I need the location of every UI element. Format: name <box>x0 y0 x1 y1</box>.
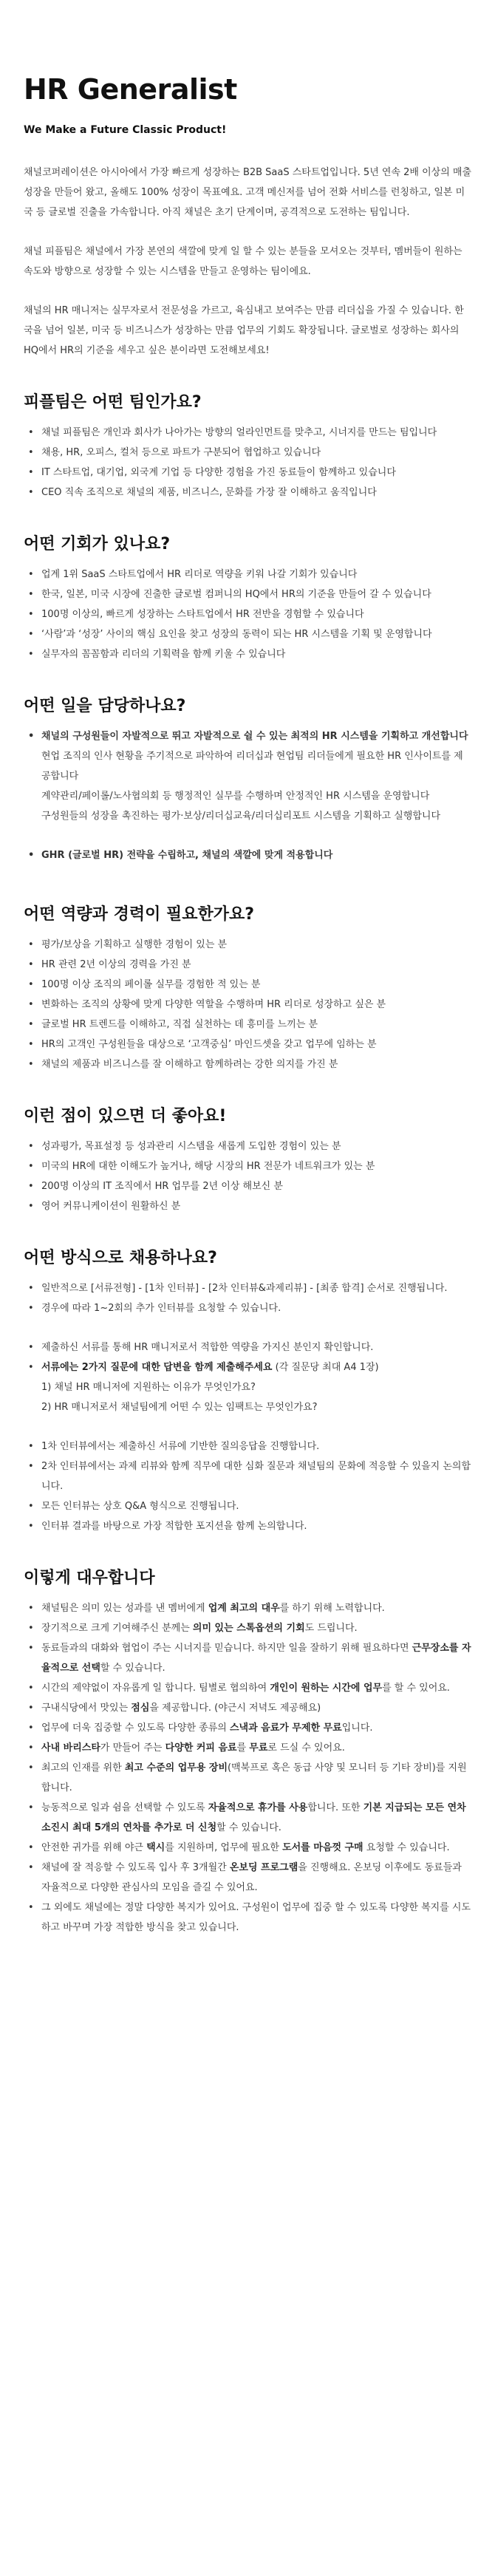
highlight-text: 개인이 원하는 시간에 업무 <box>270 1683 383 1694</box>
heading-process: 어떤 방식으로 채용하나요? <box>24 1249 217 1267</box>
list-item: • 한국, 일본, 미국 시장에 진출한 글로벌 컴퍼니의 HQ에서 HR의 기준을 만들어 갈 수 있습니다 <box>24 585 471 604</box>
body-text: 업무에 더욱 집중할 수 있도록 다양한 종류의 <box>41 1723 230 1734</box>
list-item <box>24 1357 471 1377</box>
highlight-text: 무료 <box>249 1742 268 1754</box>
list-item <box>24 1738 471 1758</box>
list-item <box>24 1898 471 1938</box>
body-text: 능동적으로 일과 쉼을 선택할 수 있도록 <box>41 1802 208 1813</box>
heading-preferred: 이런 점이 있으면 더 좋아요! <box>24 1107 227 1125</box>
role-detail: 계약관리/페이롤/노사협의회 등 행정적인 실무를 수행하며 안정적인 HR 시스템을 운영합니다 <box>41 791 430 802</box>
list-item <box>24 1798 471 1838</box>
list-item: • 인터뷰 결과를 바탕으로 가장 적합한 포지션을 함께 논의합니다. <box>24 1516 471 1536</box>
list-item: • 채널의 제품과 비즈니스를 잘 이해하고 함께하려는 강한 의지를 가진 분 <box>24 1054 471 1074</box>
intro-role: 채널의 HR 매니저는 실무자로서 전문성을 가르고, 육심내고 보여주는 만큼 리더십을 가질 수 있습니다. 한국을 넘어 일본, 미국 등 비즈니스가 성장하는 만큼 업무의 기회도 확장됩니다. 글로벌로 성장하는 회사의 HQ에서 HR의 기준을 세우고 싶은 분이라면 도전해보세요! <box>24 305 464 356</box>
body-text: 를 하기 위해 노력합니다. <box>279 1603 385 1614</box>
intro-company: 채널코퍼레이션은 아시아에서 가장 빠르게 성장하는 B2B SaaS 스타트업입니다. 5년 연속 2배 이상의 매출 성장을 만들어 왔고, 올해도 100% 성장이 목표예요. 고객 메신저를 넘어 전화 서비스를 런칭하고, 일본 미국 등 글로벌 진출을 가속합니다. 아직 채널은 초기 단계이며, 공격적으로 도전하는 팀입니다. <box>24 167 472 218</box>
list-item: • 채널 피플팀은 개인과 회사가 나아가는 방향의 얼라인먼트를 맞추고, 시너지를 만드는 팀입니다 <box>24 423 471 443</box>
body-text: 를 지원하며, 업무에 필요한 <box>165 1842 283 1853</box>
body-text: 채널팀은 의미 있는 성과를 낸 멤버에게 <box>41 1603 208 1614</box>
highlight-text: 사내 바리스타 <box>41 1742 100 1754</box>
list-item: • 채널의 구성원들이 자발적으로 뛰고 자발적으로 쉴 수 있는 최적의 HR 시스템을 기획하고 개선합니다 <box>24 726 471 746</box>
list-item: • 100명 이상의, 빠르게 성장하는 스타트업에서 HR 전반을 경험할 수 있습니다 <box>24 604 471 624</box>
role-detail: 구성원들의 성장을 촉진하는 평가·보상/리더십교육/리더십리포트 시스템을 기획하고 실행합니다 <box>41 811 441 822</box>
heading-requirements: 어떤 역량과 경력이 필요한가요? <box>24 905 255 924</box>
requirements-list <box>24 935 471 1074</box>
heading-team: 피플팀은 어떤 팀인가요? <box>24 393 202 412</box>
list-item: • 미국의 HR에 대한 이해도가 높거나, 해당 시장의 HR 전문가 네트워크가 있는 분 <box>24 1156 471 1176</box>
list-item: • GHR (글로벌 HR) 전략을 수립하고, 채널의 색깔에 맞게 적용합니다 <box>24 845 471 865</box>
list-item <box>24 1598 471 1618</box>
page-title: HR Generalist <box>24 73 237 106</box>
team-list <box>24 423 471 502</box>
list-item: • 평가/보상을 기획하고 실행한 경험이 있는 분 <box>24 935 471 955</box>
list-item: • 채용, HR, 오피스, 컬처 등으로 파트가 구분되어 협업하고 있습니다 <box>24 443 471 463</box>
heading-role: 어떤 일을 담당하나요? <box>24 697 186 715</box>
question-2: 2) HR 매니저로서 채널팀에게 어떤 수 있는 임팩트는 무엇인가요? <box>41 1402 318 1413</box>
body-text: 동료들과의 대화와 협업이 주는 시너지를 믿습니다. 하지만 일을 잘하기 위해 필요하다면 <box>41 1643 412 1654</box>
highlight-text: 다양한 커피 음료 <box>165 1742 237 1754</box>
document-instruction: 서류에는 2가지 질문에 대한 답변을 함께 제출해주세요 <box>41 1362 273 1373</box>
question-1: 1) 채널 HR 매니저에 지원하는 이유가 무엇인가요? <box>41 1382 256 1393</box>
body-text: 를 <box>236 1742 250 1754</box>
heading-benefits: 이렇게 대우합니다 <box>24 1569 155 1587</box>
role-list-2 <box>24 845 471 865</box>
body-text: 입니다. <box>341 1723 373 1734</box>
heading-opportunity: 어떤 기회가 있나요? <box>24 535 171 553</box>
body-text: 요청할 수 있습니다. <box>363 1842 450 1853</box>
list-item: • 200명 이상의 IT 조직에서 HR 업무를 2년 이상 해보신 분 <box>24 1176 471 1196</box>
list-item: • 실무자의 꼼꼼함과 리더의 기획력을 함께 키울 수 있습니다 <box>24 644 471 664</box>
list-item: • 1차 인터뷰에서는 제출하신 서류에 기반한 질의응답을 진행합니다. <box>24 1437 471 1456</box>
list-item: • 모든 인터뷰는 상호 Q&A 형식으로 진행됩니다. <box>24 1496 471 1516</box>
list-item <box>24 1718 471 1738</box>
list-item: • HR의 고객인 구성원들을 대상으로 ‘고객중심’ 마인드셋을 갖고 업무에 임하는 분 <box>24 1035 471 1054</box>
highlight-text: 기본 지급되는 모든 연차 소진시 최대 5개의 연차를 추가로 더 신청 <box>41 1802 466 1833</box>
body-text: 할 수 있습니다. <box>216 1822 281 1833</box>
list-item: • 100명 이상 조직의 페이롤 실무를 경험한 적 있는 분 <box>24 975 471 995</box>
highlight-text: 의미 있는 스톡옵션의 기회 <box>192 1623 305 1634</box>
list-item <box>24 1758 471 1798</box>
list-item <box>24 1698 471 1718</box>
list-item: • 일반적으로 [서류전형] - [1차 인터뷰] - [2차 인터뷰&과제리뷰] - [최종 합격] 순서로 진행됩니다. <box>24 1278 471 1298</box>
body-text: 구내식당에서 맛있는 <box>41 1703 132 1714</box>
list-item: • 업계 1위 SaaS 스타트업에서 HR 리더로 역량을 키워 나갈 기회가 있습니다 <box>24 565 471 585</box>
body-text: 최고의 인재를 위한 <box>41 1762 125 1773</box>
body-text: 을 제공합니다. (야근시 저녁도 제공해요) <box>149 1703 321 1714</box>
body-text: 을 진행해요. 온보딩 이후에도 동료들과 자율적으로 다양한 관심사의 모임을 즐길 수 있어요. <box>41 1862 462 1893</box>
body-text: (맥북프로 혹은 동급 사양 및 모니터 등 기타 장비)를 지원합니다. <box>41 1762 467 1793</box>
body-text: 를 할 수 있어요. <box>382 1683 450 1694</box>
list-item: • 변화하는 조직의 상황에 맞게 다양한 역할을 수행하며 HR 리더로 성장하고 싶은 분 <box>24 995 471 1015</box>
process-list <box>24 1278 471 1318</box>
highlight-text: 자율적으로 휴가를 사용 <box>208 1802 308 1813</box>
list-item <box>24 1838 471 1858</box>
document-list <box>24 1338 471 1377</box>
body-text: 장기적으로 크게 기여해주신 분께는 <box>41 1623 193 1634</box>
highlight-text: 근무장소를 자율적으로 선택 <box>41 1643 471 1674</box>
tagline: We Make a Future Classic Product! <box>24 124 227 136</box>
preferred-list <box>24 1137 471 1216</box>
list-item: • 경우에 따라 1~2회의 추가 인터뷰를 요청할 수 있습니다. <box>24 1298 471 1318</box>
list-item: • 영어 커뮤니케이션이 원활하신 분 <box>24 1196 471 1216</box>
list-item: • HR 관련 2년 이상의 경력을 가진 분 <box>24 955 471 975</box>
body-text: 합니다. 또한 <box>307 1802 363 1813</box>
intro-team: 채널 피플팀은 채널에서 가장 본연의 색깔에 맞게 일 할 수 있는 분들을 모셔오는 것부터, 멤버들이 원하는 속도와 방향으로 성장할 수 있는 시스템을 만들고 운영하는 팀이에요. <box>24 246 462 277</box>
list-item <box>24 1638 471 1678</box>
list-item: • 2차 인터뷰에서는 과제 리뷰와 함께 직무에 대한 심화 질문과 채널팀의 문화에 적응할 수 있을지 논의합니다. <box>24 1456 471 1496</box>
highlight-text: 최고 수준의 업무용 장비 <box>124 1762 228 1773</box>
highlight-text: 택시 <box>146 1842 165 1853</box>
document-note: (각 질문당 최대 A4 1장) <box>272 1362 379 1373</box>
list-item <box>24 1618 471 1638</box>
list-item: • IT 스타트업, 대기업, 외국계 기업 등 다양한 경험을 가진 동료들이 함께하고 있습니다 <box>24 463 471 483</box>
highlight-text: 온보딩 프로그램 <box>229 1862 298 1873</box>
body-text: 가 만들어 주는 <box>100 1742 165 1754</box>
body-text: 그 외에도 채널에는 정말 다양한 복지가 있어요. 구성원이 업무에 집중 할 수 있도록 다양한 복지를 시도하고 바꾸며 가장 적합한 방식을 찾고 있습니다. <box>41 1902 471 1933</box>
body-text: 할 수 있습니다. <box>100 1663 165 1674</box>
list-item <box>24 1858 471 1898</box>
interview-list <box>24 1437 471 1536</box>
opportunity-list <box>24 565 471 664</box>
highlight-text: 점심 <box>131 1703 150 1714</box>
body-text: 로 드실 수 있어요. <box>267 1742 345 1754</box>
list-item <box>24 1678 471 1698</box>
body-text: 시간의 제약없이 자유롭게 일 합니다. 팀별로 협의하여 <box>41 1683 270 1694</box>
list-item: • 제출하신 서류를 통해 HR 매니저로서 적합한 역량을 가지신 분인지 확인합니다. <box>24 1338 471 1357</box>
role-detail: 현업 조직의 인사 현황을 주기적으로 파악하여 리더십과 현업팀 리더들에게 필요한 HR 인사이트를 제공합니다 <box>41 751 463 782</box>
benefits-list <box>24 1598 471 1938</box>
body-text: 안전한 귀가를 위해 야근 <box>41 1842 147 1853</box>
list-item: • CEO 직속 조직으로 채널의 제품, 비즈니스, 문화를 가장 잘 이해하고 움직입니다 <box>24 483 471 502</box>
list-item: • ‘사람’과 ‘성장’ 사이의 핵심 요인을 찾고 성장의 동력이 되는 HR 시스템을 기획 및 운영합니다 <box>24 624 471 644</box>
highlight-text: 도서를 마음껏 구매 <box>282 1842 363 1853</box>
highlight-text: 스낵과 음료가 무제한 무료 <box>229 1723 342 1734</box>
body-text: 채널에 잘 적응할 수 있도록 입사 후 3개월간 <box>41 1862 230 1873</box>
list-item: • 성과평가, 목표설정 등 성과관리 시스템을 새롭게 도입한 경험이 있는 분 <box>24 1137 471 1156</box>
body-text: 도 드립니다. <box>304 1623 358 1634</box>
highlight-text: 업계 최고의 대우 <box>208 1603 280 1614</box>
list-item: • 글로벌 HR 트렌드를 이해하고, 직접 실천하는 데 흥미를 느끼는 분 <box>24 1015 471 1035</box>
role-list <box>24 726 471 746</box>
